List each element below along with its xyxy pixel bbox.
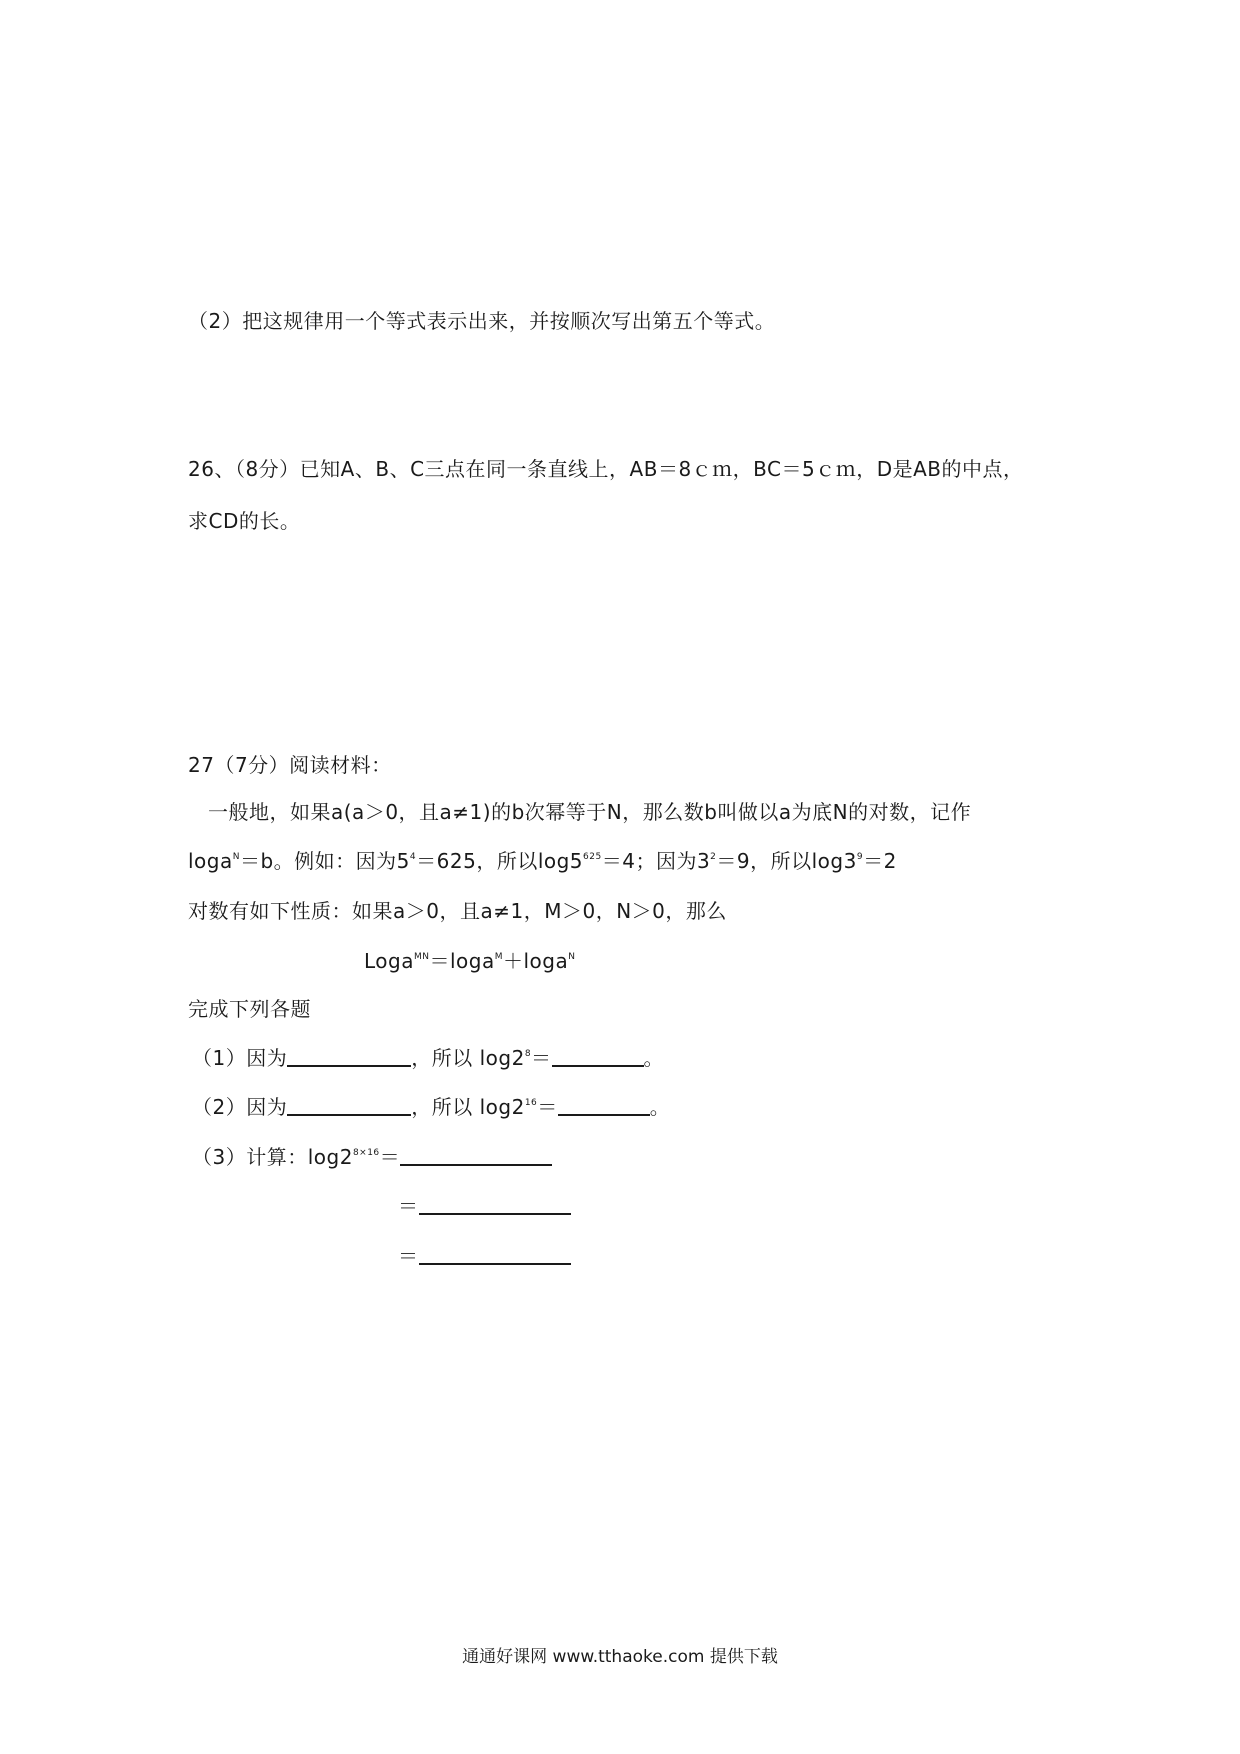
q26-line1: 26、（8分）已知A、B、C三点在同一条直线上，AB＝8ｃｍ，BC＝5ｃｍ，D是AB的中点， bbox=[188, 457, 1024, 481]
q27-formula: Loga$^{MN}$＝loga$^M$＋loga$^N$ bbox=[364, 949, 576, 973]
q27-task3-step2: ＝ bbox=[398, 1193, 571, 1219]
q27-property-intro: 对数有如下性质：如果a＞0，且a≠1，M＞0，N＞0，那么 bbox=[188, 899, 727, 923]
task3-blank-step2[interactable] bbox=[419, 1193, 571, 1215]
q25-part2: （2）把这规律用一个等式表示出来，并按顺次写出第五个等式。 bbox=[188, 309, 776, 333]
q27-definition: loga$^N$＝b。例如：因为$5^4=625$，所以$\log 5^{625}=4$；因为$3^2=9$，所以$\log 3^9=2$ bbox=[188, 849, 897, 873]
task1-blank-answer[interactable] bbox=[552, 1045, 644, 1067]
task2-blank-answer[interactable] bbox=[558, 1094, 650, 1116]
q27-task1: （1）因为 ，所以 $\log 2^8=$ 。 bbox=[192, 1046, 665, 1070]
task2-blank-reason[interactable] bbox=[287, 1094, 411, 1116]
task3-blank-step3[interactable] bbox=[419, 1243, 571, 1265]
q27-header: 27（7分）阅读材料： bbox=[188, 753, 392, 777]
page-footer: 通通好课网 www.tthaoke.com 提供下载 bbox=[462, 1647, 778, 1667]
q27-task2: （2）因为 ，所以 $\log 2^{16}=$ 。 bbox=[192, 1095, 671, 1119]
q26-line2: 求CD的长。 bbox=[188, 509, 301, 533]
q27-task3-step3: ＝ bbox=[398, 1243, 571, 1269]
task1-blank-reason[interactable] bbox=[287, 1045, 411, 1067]
q27-intro: 一般地，如果a(a＞0，且a≠1)的b次幂等于N，那么数b叫做以a为底N的对数，记作 bbox=[208, 800, 972, 824]
task3-blank-step1[interactable] bbox=[400, 1144, 552, 1166]
q27-task3: （3）计算：$\log 2^{8\times 16}=$ bbox=[192, 1144, 552, 1170]
q27-tasks-title: 完成下列各题 bbox=[188, 997, 311, 1021]
